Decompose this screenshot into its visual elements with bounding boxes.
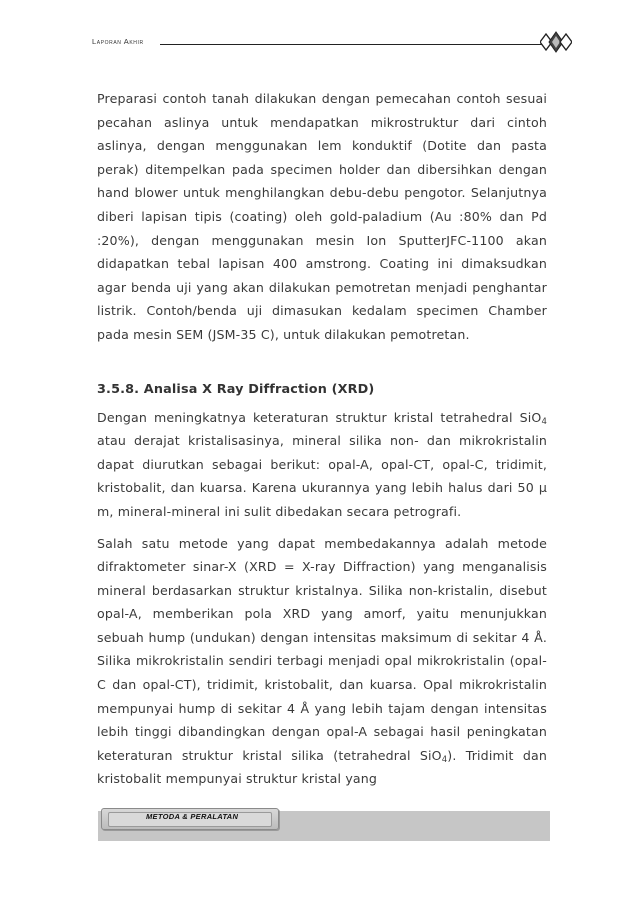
page-header (92, 34, 572, 64)
header-rule (160, 44, 545, 45)
header-label: Laporan Akhir (92, 37, 144, 46)
paragraph-silica-ordering (97, 406, 547, 524)
paragraph-text: ). Tridimit dan kristobalit mempunyai struktur kristal yang (97, 747, 547, 787)
page-footer (98, 808, 550, 841)
document-body (97, 87, 547, 791)
diamond-mountain-logo-icon (540, 30, 572, 54)
subscript: 4 (441, 754, 448, 765)
subscript: 4 (541, 416, 547, 427)
section-heading-xrd: 3.5.8. Analisa X Ray Diffraction (XRD) (97, 381, 375, 397)
paragraph-sample-preparation: Preparasi contoh tanah dilakukan dengan pemecahan contoh sesuai pecahan aslinya untuk mendapatkan mikrostruktur dari cintoh aslinya, dengan menggunakan lem konduktif (Dotite dan pasta perak) ditempelkan pada specimen holder dan dibersihkan dengan hand blower untuk menghilangkan debu-debu pengotor. Selanjutnya diberi lapisan tipis (coating) oleh gold-paladium (Au :80% dan Pd :20%), dengan menggunakan mesin Ion SputterJFC-1100 akan didapatkan tebal lapisan 400 amstrong. Coating ini dimaksudkan agar benda uji yang akan dilakukan pemotretan menjadi penghantar listrik. Contoh/benda uji dimasukan kedalam specimen Chamber pada mesin SEM (JSM-35 C), untuk dilakukan pemotretan. (97, 91, 547, 342)
footer-label: METODA & PERALATAN (146, 812, 239, 821)
paragraph-text: Salah satu metode yang dapat membedakannya adalah metode difraktometer sinar-X (XRD = X-ray Diffraction) yang menganalisis mineral berdasarkan struktur kristalnya. Silika non-kristalin, disebut opal-A, memberikan pola XRD yang amorf, yaitu menunjukkan sebuah hump (undukan) dengan intensitas maksimum di sekitar 4 Å. Silika mikrokristalin sendiri terbagi menjadi opal mikrokristalin (opal-C dan opal-CT), tridimit, kristobalit, dan kuarsa. Opal mikrokristalin mempunyai hump di sekitar 4 Å yang lebih tajam dengan intensitas lebih tinggi dibandingkan dengan opal-A sebagai hasil peningkatan keteraturan struktur kristal silika (tetrahedral SiO (97, 535, 547, 763)
footer-tab (101, 808, 279, 830)
paragraph-xrd-method (97, 532, 547, 792)
paragraph-text: Dengan meningkatnya keteraturan struktur kristal tetrahedral SiO (97, 409, 542, 425)
paragraph-text: atau derajat kristalisasinya, mineral silika non- dan mikrokristalin dapat diurutkan sebagai berikut: opal-A, opal-CT, opal-C, tridimit, kristobalit, dan kuarsa. Karena ukurannya yang lebih halus dari 50 µ m, mineral-mineral ini sulit dibedakan secara petrografi. (97, 433, 547, 519)
